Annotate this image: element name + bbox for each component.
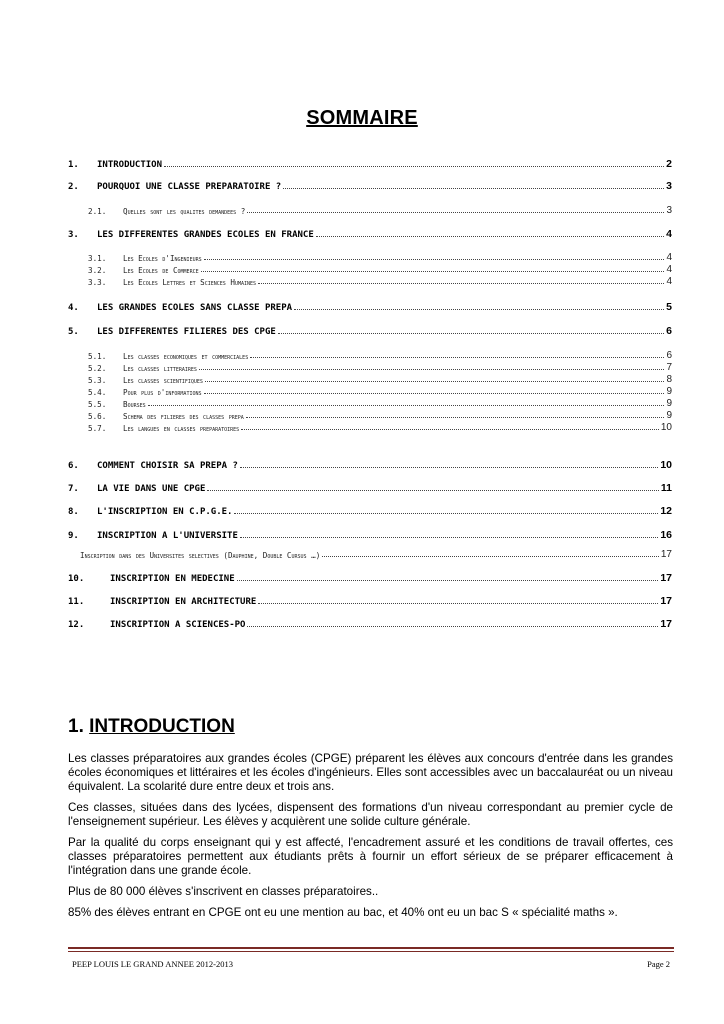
toc-entry-page: 4 bbox=[666, 252, 672, 263]
toc-entry-number: 3.3. bbox=[88, 278, 107, 287]
toc-entry-number: 5.4. bbox=[88, 388, 107, 397]
toc-leader-dots bbox=[294, 309, 664, 310]
toc-entry-page: 10 bbox=[660, 422, 672, 433]
toc-entry-page: 11 bbox=[660, 482, 672, 494]
toc-entry-label: Inscription dans des Universites selectives (Dauphine, Double Cursus …) bbox=[80, 551, 321, 560]
toc-entry-number: 7. bbox=[68, 484, 79, 494]
paragraph: Ces classes, situées dans des lycées, dispensent des formations d'un niveau correspondant au premier cycle de l'enseignement supérieur. Les élèves y acquièrent une solide culture générale. bbox=[68, 801, 673, 828]
toc-leader-dots bbox=[258, 283, 664, 284]
toc-entry-page: 6 bbox=[666, 325, 672, 337]
toc-leader-dots bbox=[204, 393, 665, 394]
toc-entry[interactable] bbox=[68, 527, 672, 541]
toc-leader-dots bbox=[247, 626, 658, 627]
toc-leader-dots bbox=[316, 236, 664, 237]
toc-leader-dots bbox=[240, 537, 658, 538]
toc-entry-label: LES DIFFERENTES GRANDES ECOLES EN FRANCE bbox=[97, 230, 314, 240]
toc-entry-number: 3.1. bbox=[88, 254, 107, 263]
toc-entry[interactable] bbox=[68, 570, 672, 584]
toc-entry-page: 8 bbox=[666, 374, 672, 385]
toc-entry-label: Schema des filieres des classes prepa bbox=[123, 412, 244, 421]
page-footer bbox=[72, 959, 670, 969]
toc-entry-page: 12 bbox=[660, 505, 672, 517]
toc-entry-page: 3 bbox=[666, 180, 672, 192]
toc-entry-label: INSCRIPTION EN ARCHITECTURE bbox=[110, 597, 257, 607]
toc-entry-label: Les classes scientifiques bbox=[123, 376, 203, 385]
toc-entry-label: Bourses bbox=[123, 400, 146, 409]
toc-entry-label: Quelles sont les qualites demandees ? bbox=[123, 207, 246, 216]
toc-entry-label: POURQUOI UNE CLASSE PREPARATOIRE ? bbox=[97, 182, 282, 192]
toc-leader-dots bbox=[199, 369, 665, 370]
toc-entry[interactable] bbox=[68, 457, 672, 471]
toc-entry-page: 3 bbox=[666, 205, 672, 216]
toc-entry-page: 17 bbox=[660, 549, 672, 560]
toc-entry-page: 5 bbox=[666, 301, 672, 313]
paragraph: Par la qualité du corps enseignant qui y est affecté, l'encadrement assuré et les conditions de travail offertes, ces classes préparatoires permettent aux étudiants prêts à fournir un effort sérieux de se préparer efficacement à l'intégration dans une grande école. bbox=[68, 836, 673, 877]
toc-entry[interactable] bbox=[68, 323, 672, 337]
toc-entry-page: 7 bbox=[666, 362, 672, 373]
footer-divider-thin bbox=[68, 951, 674, 952]
toc-entry[interactable] bbox=[68, 480, 672, 494]
toc-entry-page: 4 bbox=[666, 228, 672, 240]
toc-entry-label: Les classes economiques et commerciales bbox=[123, 352, 249, 361]
toc-entry[interactable] bbox=[68, 616, 672, 630]
toc-title: SOMMAIRE bbox=[306, 107, 418, 129]
toc-leader-dots bbox=[237, 580, 659, 581]
toc-entry-page: 4 bbox=[666, 276, 672, 287]
toc-entry-label: Les Ecoles d'Ingenieurs bbox=[123, 254, 202, 263]
toc-entry-number: 3. bbox=[68, 230, 79, 240]
toc-entry-number: 5.6. bbox=[88, 412, 107, 421]
toc-entry[interactable] bbox=[68, 593, 672, 607]
toc-entry-label: Les langues en classes preparatoires bbox=[123, 424, 240, 433]
section-number: 1. bbox=[68, 716, 84, 737]
section-heading bbox=[68, 716, 235, 738]
toc-entry-number: 5.1. bbox=[88, 352, 107, 361]
toc-leader-dots bbox=[250, 357, 664, 358]
toc-leader-dots bbox=[164, 166, 664, 167]
toc-entry-label: COMMENT CHOISIR SA PREPA ? bbox=[97, 461, 238, 471]
toc-entry-number: 5.2. bbox=[88, 364, 107, 373]
toc-leader-dots bbox=[283, 188, 664, 189]
toc-entry-label: Les Ecoles de Commerce bbox=[123, 266, 199, 275]
toc-entry-number: 9. bbox=[68, 531, 79, 541]
section-title: INTRODUCTION bbox=[89, 716, 235, 737]
toc-entry-label: L'INSCRIPTION EN C.P.G.E. bbox=[97, 507, 233, 517]
toc-leader-dots bbox=[247, 212, 664, 213]
toc-entry-number: 5.3. bbox=[88, 376, 107, 385]
toc-entry-label: LA VIE DANS UNE CPGE bbox=[97, 484, 206, 494]
toc-leader-dots bbox=[204, 259, 665, 260]
paragraph: Les classes préparatoires aux grandes écoles (CPGE) préparent les élèves aux concours d'entrée dans les grandes écoles économiques et littéraires et les écoles d'ingénieurs. Elles sont accessibles avec un baccalauréat ou un niveau équivalent. La scolarité dure entre deux et trois ans. bbox=[68, 752, 673, 793]
toc-entry-label: Pour plus d'informations bbox=[123, 388, 202, 397]
page-number: Page 2 bbox=[647, 959, 670, 969]
toc-entry[interactable] bbox=[88, 202, 672, 216]
toc-entry[interactable] bbox=[80, 546, 672, 560]
toc-entry[interactable] bbox=[88, 419, 672, 433]
toc-leader-dots bbox=[205, 381, 664, 382]
toc-leader-dots bbox=[201, 271, 665, 272]
toc-entry-page: 17 bbox=[660, 572, 672, 584]
toc-entry-number: 12. bbox=[68, 620, 85, 630]
toc-entry[interactable] bbox=[68, 299, 672, 313]
toc-entry[interactable] bbox=[68, 226, 672, 240]
toc-entry-number: 11. bbox=[68, 597, 85, 607]
paragraph: Plus de 80 000 élèves s'inscrivent en classes préparatoires.. bbox=[68, 885, 379, 898]
toc-entry-number: 5. bbox=[68, 327, 79, 337]
footer-title: PEEP LOUIS LE GRAND ANNEE 2012-2013 bbox=[72, 959, 233, 969]
toc-entry-page: 17 bbox=[660, 618, 672, 630]
toc-leader-dots bbox=[278, 333, 664, 334]
toc-entry-page: 2 bbox=[666, 158, 672, 170]
toc-entry-page: 4 bbox=[666, 264, 672, 275]
toc-leader-dots bbox=[258, 603, 658, 604]
toc-leader-dots bbox=[246, 417, 665, 418]
toc-entry-page: 17 bbox=[660, 595, 672, 607]
toc-entry-number: 8. bbox=[68, 507, 79, 517]
toc-entry-number: 6. bbox=[68, 461, 79, 471]
toc-entry[interactable] bbox=[88, 273, 672, 287]
toc-entry-number: 1. bbox=[68, 160, 79, 170]
toc-entry-page: 16 bbox=[660, 529, 672, 541]
toc-entry-number: 5.7. bbox=[88, 424, 107, 433]
toc-entry-page: 10 bbox=[660, 459, 672, 471]
toc-entry-page: 9 bbox=[666, 386, 672, 397]
toc-entry-page: 9 bbox=[666, 410, 672, 421]
toc-entry-number: 10. bbox=[68, 574, 85, 584]
toc-entry-label: INTRODUCTION bbox=[97, 160, 163, 170]
toc-entry-number: 2.1. bbox=[88, 207, 107, 216]
section-body bbox=[68, 752, 673, 927]
toc-entry[interactable] bbox=[68, 178, 672, 192]
toc-entry-number: 3.2. bbox=[88, 266, 107, 275]
toc-entry-label: INSCRIPTION A L'UNIVERSITE bbox=[97, 531, 238, 541]
toc-entry-number: 2. bbox=[68, 182, 79, 192]
toc-entry-number: 4. bbox=[68, 303, 79, 313]
toc-leader-dots bbox=[240, 467, 658, 468]
toc-entry-label: Les classes litteraires bbox=[123, 364, 197, 373]
toc-entry-number: 5.5. bbox=[88, 400, 107, 409]
footer-divider bbox=[68, 947, 674, 949]
toc-entry-label: INSCRIPTION EN MEDECINE bbox=[110, 574, 235, 584]
toc-leader-dots bbox=[322, 556, 659, 557]
toc-leader-dots bbox=[148, 405, 665, 406]
toc-entry[interactable] bbox=[68, 156, 672, 170]
toc-leader-dots bbox=[234, 513, 658, 514]
toc-entry-label: Les Ecoles Lettres et Sciences Humaines bbox=[123, 278, 257, 287]
toc-entry-label: LES GRANDES ECOLES SANS CLASSE PREPA bbox=[97, 303, 293, 313]
toc-leader-dots bbox=[241, 429, 659, 430]
toc-entry[interactable] bbox=[68, 503, 672, 517]
toc-entry-label: INSCRIPTION A SCIENCES-PO bbox=[110, 620, 246, 630]
toc-leader-dots bbox=[207, 490, 659, 491]
toc-entry-page: 9 bbox=[666, 398, 672, 409]
toc-entry-page: 6 bbox=[666, 350, 672, 361]
paragraph: 85% des élèves entrant en CPGE ont eu une mention au bac, et 40% ont eu un bac S « spécialité maths ». bbox=[68, 906, 618, 919]
toc-entry-label: LES DIFFERENTES FILIERES DES CPGE bbox=[97, 327, 276, 337]
